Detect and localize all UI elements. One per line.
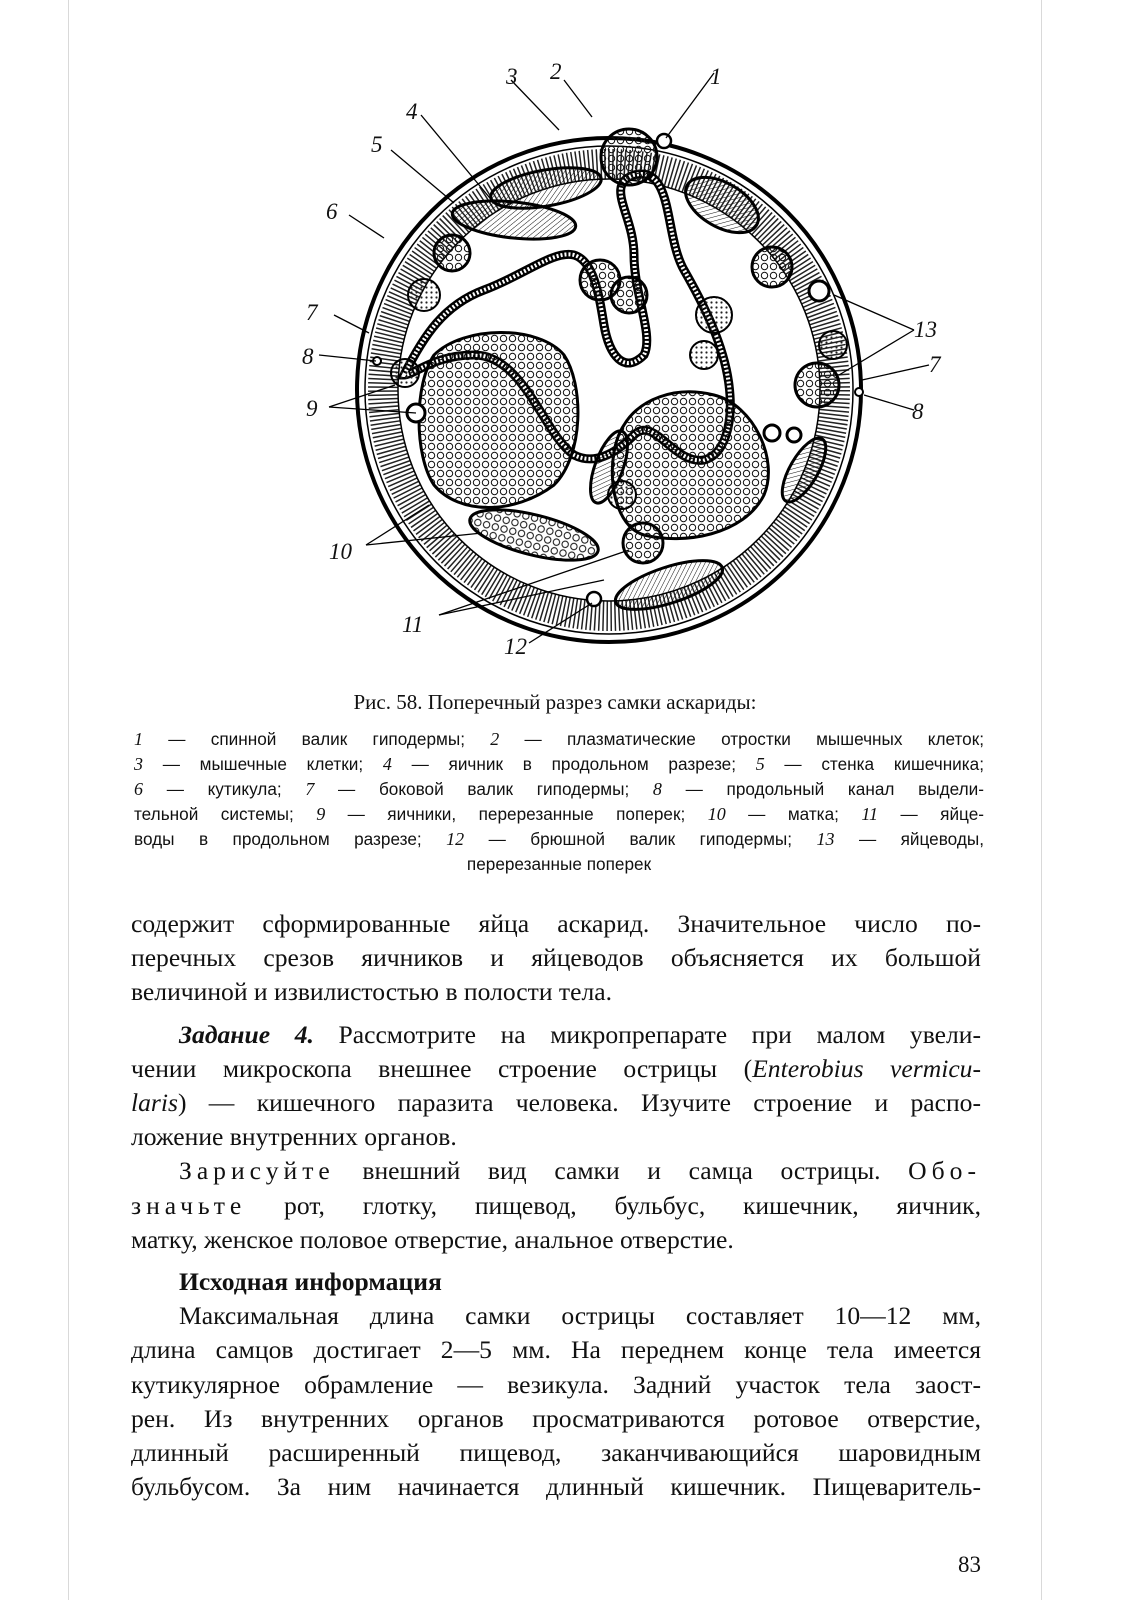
legend-number: 3: [134, 754, 143, 774]
legend-line: [134, 752, 984, 777]
legend-text: — боковой валик гиподермы;: [314, 779, 653, 799]
legend-text: — яичник в продольном разрезе;: [391, 754, 756, 774]
paragraph-info: [131, 1299, 981, 1504]
legend-text: — кутикула;: [143, 779, 306, 799]
legend-number: 11: [861, 804, 879, 824]
legend-number: 8: [652, 779, 662, 799]
figure-label-1: 1: [710, 64, 722, 89]
text-line: Максимальная длина самки острицы составляет 10—12 мм,: [179, 1301, 981, 1331]
section-heading: Исходная информация: [179, 1267, 442, 1297]
figure-label-13: 13: [914, 317, 937, 342]
page-number: 83: [958, 1552, 981, 1577]
text-line: длина самцов достигает 2—5 мм. На переднем конце тела имеется: [131, 1335, 981, 1365]
legend-text: — плазматические отростки мышечных клеток;: [499, 729, 984, 749]
legend-text: — яйцеводы,: [834, 829, 984, 849]
legend-number: 4: [382, 754, 392, 774]
figure-label-10: 10: [329, 539, 352, 564]
legend-text: тельной системы;: [134, 804, 317, 824]
legend-number: 9: [316, 804, 326, 824]
legend-text: — яичники, перерезанные поперек;: [325, 804, 708, 824]
text-line: бульбусом. За ним начинается длинный кишечник. Пищеваритель-: [131, 1472, 981, 1502]
figure-label-8-right: 8: [912, 399, 924, 424]
text-line: чении микроскопа внешнее строение острицы (Enterobius vermicu-: [131, 1053, 981, 1083]
legend-number: 7: [305, 779, 315, 799]
text-line: кутикулярное обрамление — везикула. Задний участок тела заост-: [131, 1369, 981, 1399]
legend-text: — стенка кишечника;: [764, 754, 985, 774]
legend-text: — брюшной валик гиподермы;: [464, 829, 817, 849]
figure-label-2: 2: [550, 59, 562, 84]
legend-text: — мышечные клетки;: [143, 754, 383, 774]
legend-line: [134, 777, 984, 802]
legend-number: 1: [134, 729, 143, 749]
legend-text: воды в продольном разрезе;: [134, 829, 447, 849]
legend-number: 10: [707, 804, 726, 824]
text-line: перечных срезов яичников и яйцеводов объясняется их большой: [131, 943, 981, 973]
task-label: Задание 4.: [179, 1019, 314, 1049]
legend-text: — яйце-: [878, 804, 984, 824]
paragraph-task-4: [131, 1018, 981, 1155]
figure-label-11: 11: [402, 612, 424, 637]
paragraph-draw: [131, 1154, 981, 1257]
figure-label-6: 6: [326, 199, 338, 224]
legend-line: [134, 827, 984, 852]
text-line: величиной и извилистостью в полости тела.: [131, 977, 613, 1007]
text-line: рен. Из внутренних органов просматриваются ротовое отверстие,: [131, 1403, 981, 1433]
text-line: длинный расширенный пищевод, заканчивающийся шаровидным: [131, 1438, 981, 1468]
text-line: Зарисуйте внешний вид самки и самца острицы. Обо-: [179, 1156, 981, 1186]
text-line: laris) — кишечного паразита человека. Изучите строение и распо-: [131, 1088, 981, 1118]
legend-number: 12: [446, 829, 465, 849]
figure-caption-legend: [134, 727, 984, 877]
body-text: [131, 907, 981, 1504]
figure-label-8-left: 8: [302, 344, 314, 369]
text-line: ложение внутренних органов.: [131, 1122, 457, 1152]
figure-label-7-left: 7: [306, 300, 318, 325]
legend-number: 13: [816, 829, 835, 849]
figure-label-7-right: 7: [929, 352, 941, 377]
legend-line: [134, 727, 984, 752]
legend-text: — спинной валик гиподермы;: [143, 729, 491, 749]
paragraph-1: [131, 907, 981, 1010]
legend-text: — матка;: [725, 804, 862, 824]
legend-line: [134, 852, 984, 877]
species-name-cont: laris: [131, 1088, 178, 1118]
figure-label-9: 9: [306, 396, 318, 421]
ascaris-cross-section-figure: [274, 55, 954, 685]
text-line: значьте рот, глотку, пищевод, бульбус, кишечник, яичник,: [131, 1190, 981, 1220]
legend-text: перерезанные поперек: [466, 854, 652, 874]
species-name: Enterobius vermicu-: [752, 1053, 981, 1083]
figure-label-5: 5: [371, 132, 383, 157]
legend-number: 6: [134, 779, 143, 799]
legend-number: 5: [755, 754, 765, 774]
legend-number: 2: [490, 729, 500, 749]
figure-label-3: 3: [506, 64, 518, 89]
legend-line: [134, 802, 984, 827]
legend-text: — продольный канал выдели-: [661, 779, 984, 799]
figure-label-4: 4: [406, 99, 418, 124]
text-line: содержит сформированные яйца аскарид. Значительное число по-: [131, 909, 981, 938]
text-line: Задание 4. Рассмотрите на микропрепарате при малом увели-: [179, 1019, 981, 1049]
figure-label-12: 12: [504, 634, 527, 659]
text-line: матку, женское половое отверстие, анальное отверстие.: [131, 1224, 734, 1254]
figure-caption-title: Рис. 58. Поперечный разрез самки аскариды:: [353, 690, 757, 714]
book-page: [68, 0, 1042, 1600]
